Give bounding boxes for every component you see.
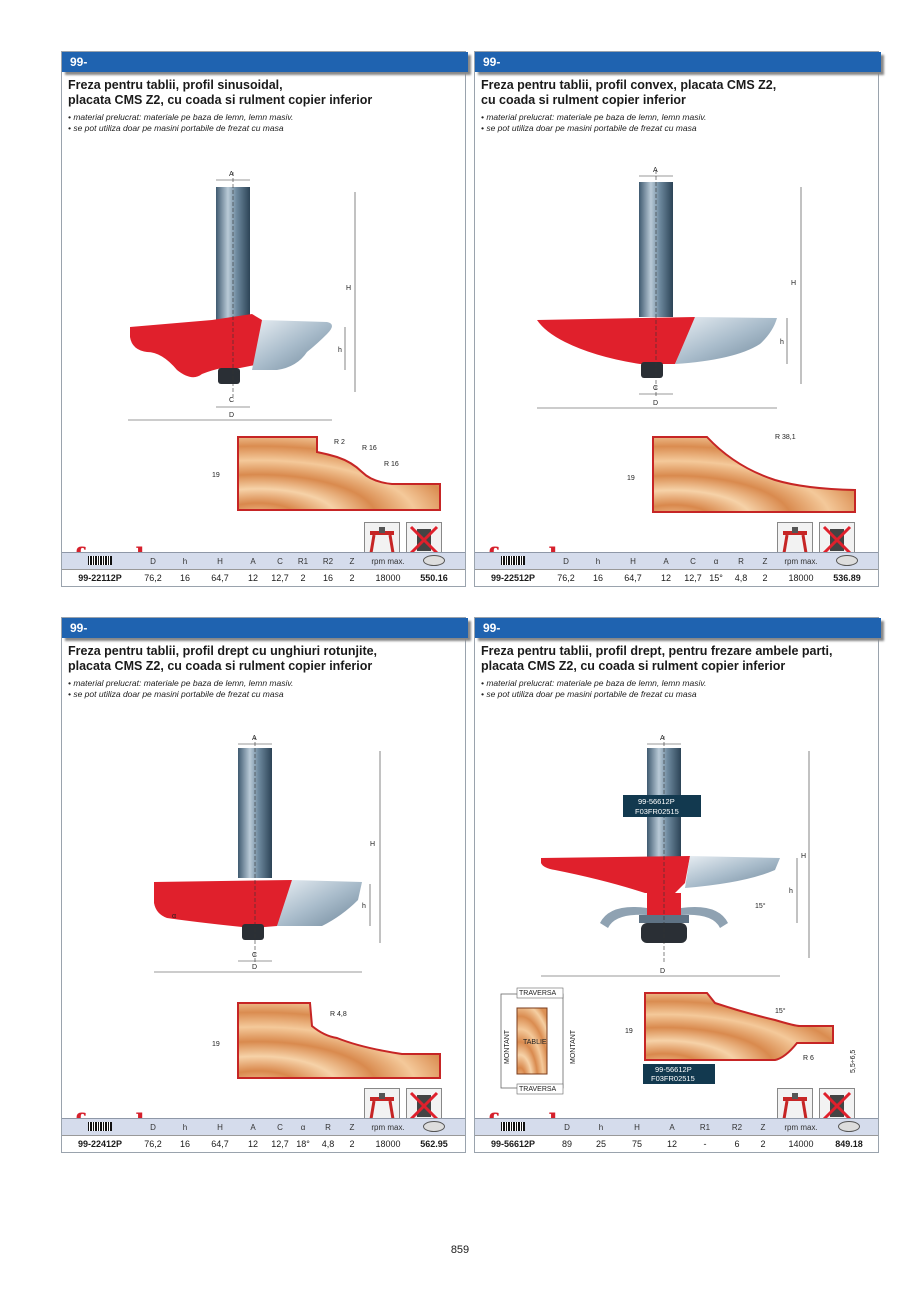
router-bit-drawing: [62, 52, 467, 588]
dim-label: A: [229, 171, 234, 178]
dim-label: C: [252, 952, 258, 959]
dim-label: 15°: [755, 903, 766, 910]
frame-label: MONTANT: [504, 1029, 511, 1064]
barcode-icon: [501, 1122, 525, 1131]
note: • material prelucrat: materiale pe baza de lemn, lemn masiv.: [68, 112, 294, 122]
dim-label: C: [653, 385, 659, 392]
profile-label: R 4,8: [330, 1011, 347, 1018]
profile-label: R 2: [334, 439, 345, 446]
carbide-tip: [685, 856, 780, 888]
title-line: cu coada si rulment copier inferior: [481, 93, 686, 107]
coins-icon: [838, 1121, 860, 1132]
tag-line: 99-56612P: [655, 1065, 692, 1074]
dim-label: h: [362, 903, 366, 910]
title-line: Freza pentru tablii, profil convex, placata CMS Z2,: [481, 78, 777, 92]
note: • se pot utiliza doar pe masini portabile de frezat cu masa: [481, 123, 697, 133]
barcode-icon: [88, 556, 112, 565]
title-line: placata CMS Z2, cu coada si rulment copier inferior: [481, 659, 786, 673]
spec-row: 99-56612P 89 25 75 12 - 6 2 14000 849.18: [475, 1135, 878, 1152]
note: • se pot utiliza doar pe masini portabile de frezat cu masa: [68, 123, 284, 133]
carbide-tip: [252, 320, 332, 370]
page-number: 859: [450, 1244, 470, 1256]
note: • material prelucrat: materiale pe baza de lemn, lemn masiv.: [481, 678, 707, 688]
dim-label: H: [346, 285, 352, 292]
profile-label: 15°: [775, 1008, 786, 1015]
spec-table: [475, 552, 878, 586]
dim-label: A: [660, 735, 665, 742]
spec-header: D h H A C α R Z rpm max.: [475, 552, 878, 569]
dim-label: A: [252, 735, 257, 742]
spec-header: D h H A R1 R2 Z rpm max.: [475, 1118, 878, 1135]
profile-label: 5,5÷6,5: [850, 1049, 857, 1073]
carbide-tip: [277, 880, 362, 926]
cutter-body: [541, 856, 690, 893]
router-bit-drawing: [62, 618, 467, 1154]
title-line: Freza pentru tablii, profil drept, pentru frezare ambele parti,: [481, 644, 833, 658]
card-number: 99-: [475, 618, 881, 638]
product-card: [474, 617, 879, 1153]
card-number: 99-: [62, 618, 468, 638]
spec-header: D h H A C R1 R2 Z rpm max.: [62, 552, 465, 569]
title-line: Freza pentru tablii, profil drept cu unghiuri rotunjite,: [68, 644, 378, 658]
wood-profile: [645, 993, 833, 1060]
spec-table: [475, 1118, 878, 1152]
dim-label: C: [229, 397, 235, 404]
product-card: [474, 51, 879, 587]
dim-label: h: [780, 339, 784, 346]
profile-label: R 16: [384, 461, 399, 468]
barcode-icon: [501, 556, 525, 565]
card-number: 99-: [475, 52, 881, 72]
wood-profile: [653, 437, 855, 512]
cutter-body: [537, 317, 695, 364]
profile-label: 19: [627, 475, 635, 482]
tag-line: F03FR02515: [635, 807, 679, 816]
barcode-icon: [88, 1122, 112, 1131]
profile-label: R 16: [362, 445, 377, 452]
dim-label: D: [229, 412, 235, 419]
dim-label: A: [653, 167, 658, 174]
spec-row: 99-22512P 76,2 16 64,7 12 12,7 15° 4,8 2 18000 536.89: [475, 569, 878, 586]
product-card: [61, 51, 466, 587]
dim-label: D: [653, 400, 659, 407]
frame-label: MONTANT: [570, 1029, 577, 1064]
dim-label: H: [791, 280, 797, 287]
dim-label: H: [801, 853, 807, 860]
router-bit-drawing: [475, 618, 880, 1154]
note: • material prelucrat: materiale pe baza de lemn, lemn masiv.: [68, 678, 294, 688]
profile-label: 19: [625, 1028, 633, 1035]
dim-label: h: [789, 888, 793, 895]
tag-line: F03FR02515: [651, 1074, 695, 1083]
bearing: [242, 924, 264, 940]
note: • se pot utiliza doar pe masini portabile de frezat cu masa: [481, 689, 697, 699]
title-line: placata CMS Z2, cu coada si rulment copier inferior: [68, 659, 373, 673]
profile-label: R 6: [803, 1055, 814, 1062]
coins-icon: [423, 1121, 445, 1132]
title-line: Freza pentru tablii, profil sinusoidal,: [68, 78, 283, 92]
coins-icon: [836, 555, 858, 566]
frame-label: TRAVERSA: [519, 990, 557, 997]
bearing: [218, 368, 240, 384]
spec-row: 99-22112P 76,2 16 64,7 12 12,7 2 16 2 18000 550.16: [62, 569, 465, 586]
dim-label: h: [338, 347, 342, 354]
wood-profile: [238, 437, 440, 510]
dim-label: D: [660, 968, 666, 975]
card-number: 99-: [62, 52, 468, 72]
profile-label: 19: [212, 1041, 220, 1048]
dim-label: α: [172, 913, 177, 920]
title-line: placata CMS Z2, cu coada si rulment copier inferior: [68, 93, 373, 107]
coins-icon: [423, 555, 445, 566]
profile-label: R 38,1: [775, 434, 796, 441]
dim-label: D: [252, 964, 258, 971]
cutter-body: [130, 314, 267, 377]
cutter-body: [154, 880, 292, 928]
dim-label: H: [370, 841, 376, 848]
tag-line: 99-56612P: [638, 797, 675, 806]
note: • se pot utiliza doar pe masini portabile de frezat cu masa: [68, 689, 284, 699]
frame-label: TRAVERSA: [519, 1086, 557, 1093]
spec-table: [62, 1118, 465, 1152]
spec-header: D h H A C α R Z rpm max.: [62, 1118, 465, 1135]
product-card: [61, 617, 466, 1153]
spec-row: 99-22412P 76,2 16 64,7 12 12,7 18° 4,8 2 18000 562.95: [62, 1135, 465, 1152]
bearing: [641, 362, 663, 378]
note: • material prelucrat: materiale pe baza de lemn, lemn masiv.: [481, 112, 707, 122]
router-bit-drawing: [475, 52, 880, 588]
profile-label: 19: [212, 472, 220, 479]
frame-label: TABLIE: [523, 1039, 547, 1046]
spec-table: [62, 552, 465, 586]
